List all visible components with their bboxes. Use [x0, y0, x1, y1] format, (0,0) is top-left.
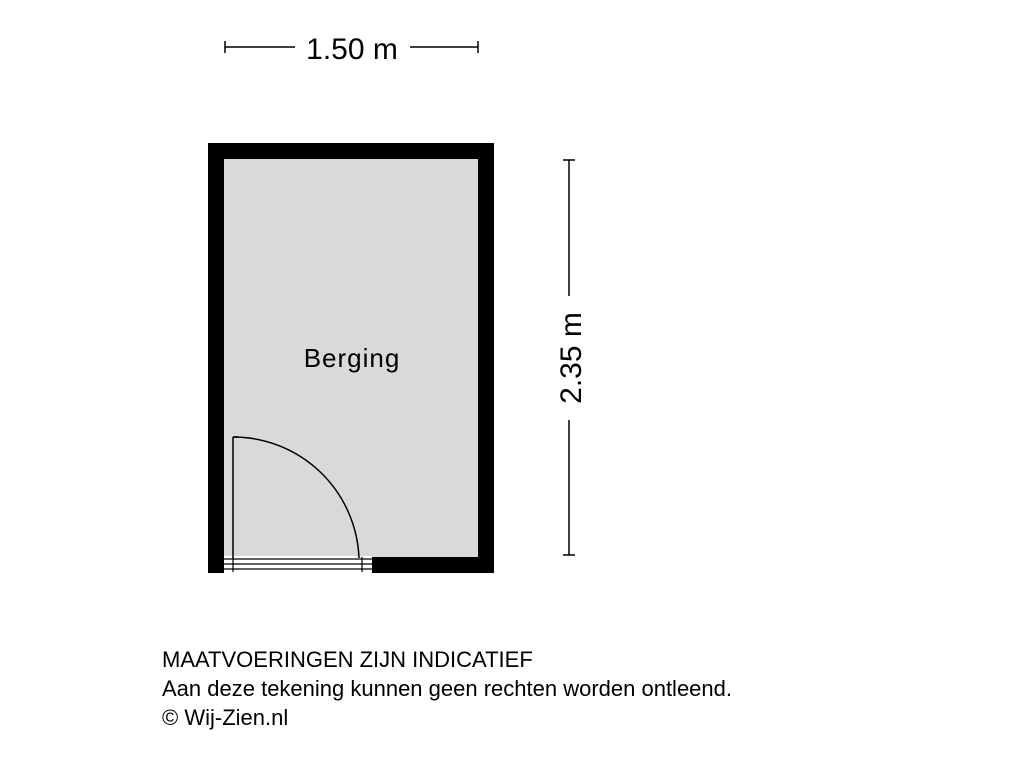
disclaimer [162, 645, 732, 732]
disclaimer-heading: MAATVOERINGEN ZIJN INDICATIEF [162, 647, 533, 672]
height-dimension [555, 160, 588, 555]
copyright-notice: © Wij-Zien.nl [162, 705, 289, 730]
width-dimension-label: 1.50 m [306, 33, 398, 66]
width-dimension [225, 33, 478, 66]
room-label: Berging [303, 343, 401, 373]
disclaimer-text: Aan deze tekening kunnen geen rechten worden ontleend. [162, 676, 732, 701]
height-dimension-label: 2.35 m [555, 312, 588, 404]
